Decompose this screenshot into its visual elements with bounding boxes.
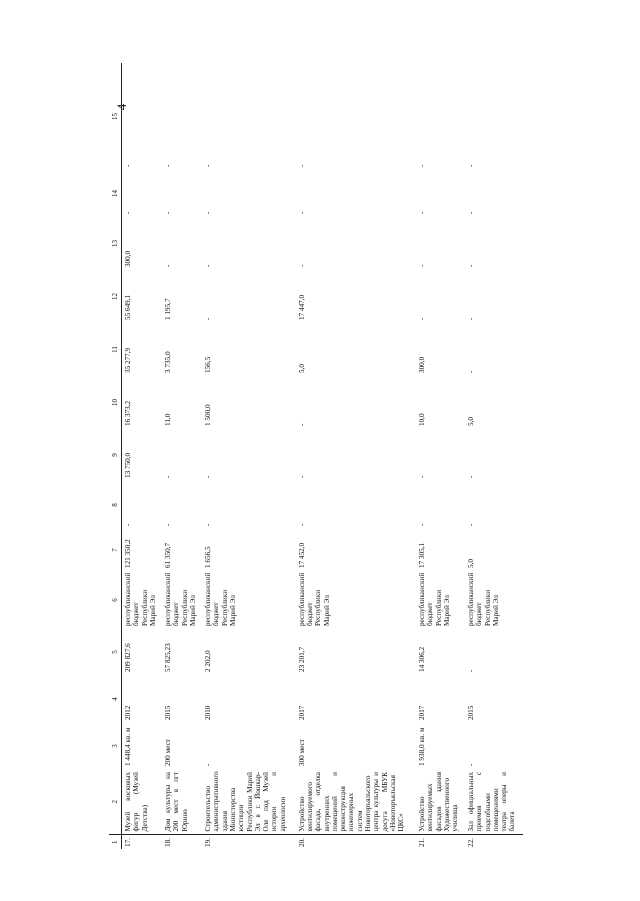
year-cell: 2010	[204, 705, 213, 720]
value-cell: 10,0	[418, 413, 427, 426]
table-row	[202, 63, 296, 849]
value-cell: -	[467, 523, 476, 526]
value-cell: -	[204, 264, 213, 267]
table-row	[122, 63, 163, 849]
column-header: 13	[109, 217, 122, 270]
value-cell: 3 735,0	[164, 351, 173, 373]
year-cell: 2012	[124, 705, 132, 720]
value-cell: -	[467, 669, 476, 672]
value-cell: 14 306,2	[418, 646, 427, 672]
rotated-table-container	[109, 63, 523, 849]
value-cell: -	[164, 164, 173, 167]
value-cell: 1 656,5	[204, 546, 213, 568]
value-cell: 55 649,1	[124, 294, 132, 320]
value-cell: -	[467, 317, 476, 320]
value-cell: -	[297, 523, 306, 526]
value-cell: 17 452,0	[297, 542, 306, 568]
value-cell: -	[204, 523, 213, 526]
row-number: 22.	[465, 835, 523, 849]
value-cell: -	[297, 475, 306, 478]
value-cell: -	[467, 211, 476, 214]
value-cell: -	[418, 211, 427, 214]
funding-source-cell: республиканский бюджет Республики Марий Эл	[124, 572, 157, 626]
column-header: 5	[109, 629, 122, 675]
table-row	[465, 63, 523, 849]
column-header: 8	[109, 481, 122, 529]
column-header: 7	[109, 529, 122, 571]
column-header: 12	[109, 270, 122, 323]
value-cell: -	[297, 423, 306, 426]
value-cell: -	[204, 164, 213, 167]
value-cell: -	[164, 523, 173, 526]
value-cell: -	[164, 211, 173, 214]
value-cell: -	[418, 264, 427, 267]
funding-source-cell: республиканский бюджет Республики Марий Эл	[467, 572, 500, 626]
object-name: Устройство вентилируемых фасадов здания Художественного училища	[418, 772, 460, 832]
object-name: Строительство административного здания Министерства юстиции Республики Марий Эл в г. Йошкар-Оле под Музей истории и археологии	[204, 771, 287, 832]
capacity-cell: -	[204, 763, 213, 766]
funding-source-cell: республиканский бюджет Республики Марий Эл	[204, 572, 237, 626]
object-name: Дом культуры на 200 мест в пгт Юрино	[164, 772, 189, 832]
column-header: 10	[109, 376, 122, 429]
object-name: Музей восковых фигур (Музей Детства)	[124, 772, 149, 832]
column-header: 2	[109, 769, 122, 835]
object-name: Зал официальных приемов с подсобными помещениями театра оперы и балета	[467, 772, 517, 832]
table-row	[416, 63, 465, 849]
value-cell: 209 827,6	[124, 643, 132, 672]
value-cell: 13 750,0	[124, 452, 132, 478]
value-cell: 300,0	[124, 250, 132, 267]
value-cell: -	[164, 475, 173, 478]
value-cell: -	[124, 164, 132, 167]
row-number: 20.	[296, 835, 416, 849]
table-header-row	[109, 63, 122, 849]
year-cell: 2017	[297, 705, 306, 720]
column-header: 11	[109, 323, 122, 376]
value-cell: -	[124, 211, 132, 214]
value-cell: 5,0	[467, 417, 476, 426]
value-cell: 35 277,9	[124, 347, 132, 373]
value-cell: 11,0	[164, 413, 173, 426]
row-number: 19.	[202, 835, 296, 849]
column-header: 15	[109, 63, 122, 170]
value-cell: -	[418, 164, 427, 167]
value-cell: -	[467, 164, 476, 167]
year-cell: 2017	[418, 705, 427, 720]
value-cell: 2 202,0	[204, 650, 213, 672]
column-header: 9	[109, 429, 122, 481]
value-cell: 5,0	[467, 559, 476, 568]
funding-source-cell: республиканский бюджет Республики Марий Эл	[297, 572, 331, 626]
value-cell: -	[418, 523, 427, 526]
row-number: 18.	[162, 835, 202, 849]
value-cell: -	[297, 211, 306, 214]
column-header: 14	[109, 170, 122, 217]
value-cell: 17 447,0	[297, 294, 306, 320]
value-cell: 5,0	[297, 364, 306, 373]
capacity-cell: 1 448,4 кв. м	[124, 727, 132, 766]
value-cell: 1 500,0	[204, 404, 213, 426]
capacity-cell: 200 мест	[164, 739, 173, 766]
value-cell: 300,0	[418, 356, 427, 373]
value-cell: -	[467, 264, 476, 267]
value-cell: 23 201,7	[297, 646, 306, 672]
capacity-cell: 1 938,0 кв. м	[418, 727, 427, 766]
value-cell: -	[164, 264, 173, 267]
page-number: 4	[114, 103, 129, 111]
column-header: 3	[109, 723, 122, 769]
row-number: 21.	[416, 835, 465, 849]
budget-table	[109, 63, 523, 849]
column-header: 6	[109, 571, 122, 629]
value-cell: -	[204, 317, 213, 320]
value-cell: -	[418, 475, 427, 478]
funding-source-cell: республиканский бюджет Республики Марий Эл	[418, 572, 451, 626]
year-cell: 2015	[467, 705, 476, 720]
value-cell: 16 373,2	[124, 400, 132, 426]
table-row	[296, 63, 416, 849]
funding-source-cell: республиканский бюджет Республики Марий Эл	[164, 572, 197, 626]
capacity-cell: 300 мест	[297, 739, 306, 766]
value-cell: -	[124, 523, 132, 526]
value-cell: 57 825,23	[164, 643, 173, 672]
value-cell: -	[467, 475, 476, 478]
value-cell: 17 305,1	[418, 542, 427, 568]
table-row	[162, 63, 202, 849]
row-number: 17.	[122, 835, 163, 849]
value-cell: -	[297, 164, 306, 167]
value-cell: 61 350,7	[164, 542, 173, 568]
value-cell: -	[204, 211, 213, 214]
object-name: Устройство вентилируемого фасада, отделка внутренних помещений и реконструкция инженерных систем Новоторъяльского центра культуры и досуга МБУК «Новоторъяльская ЦКС»	[297, 772, 406, 832]
value-cell: 1 195,7	[164, 298, 173, 320]
value-cell: 156,5	[204, 356, 213, 373]
value-cell: -	[418, 317, 427, 320]
value-cell: 121 350,2	[124, 539, 132, 568]
year-cell: 2015	[164, 705, 173, 720]
value-cell: -	[204, 475, 213, 478]
capacity-cell: -	[467, 763, 476, 766]
column-header: 4	[109, 675, 122, 723]
value-cell: -	[297, 264, 306, 267]
value-cell: -	[467, 370, 476, 373]
column-header: 1	[109, 835, 122, 849]
